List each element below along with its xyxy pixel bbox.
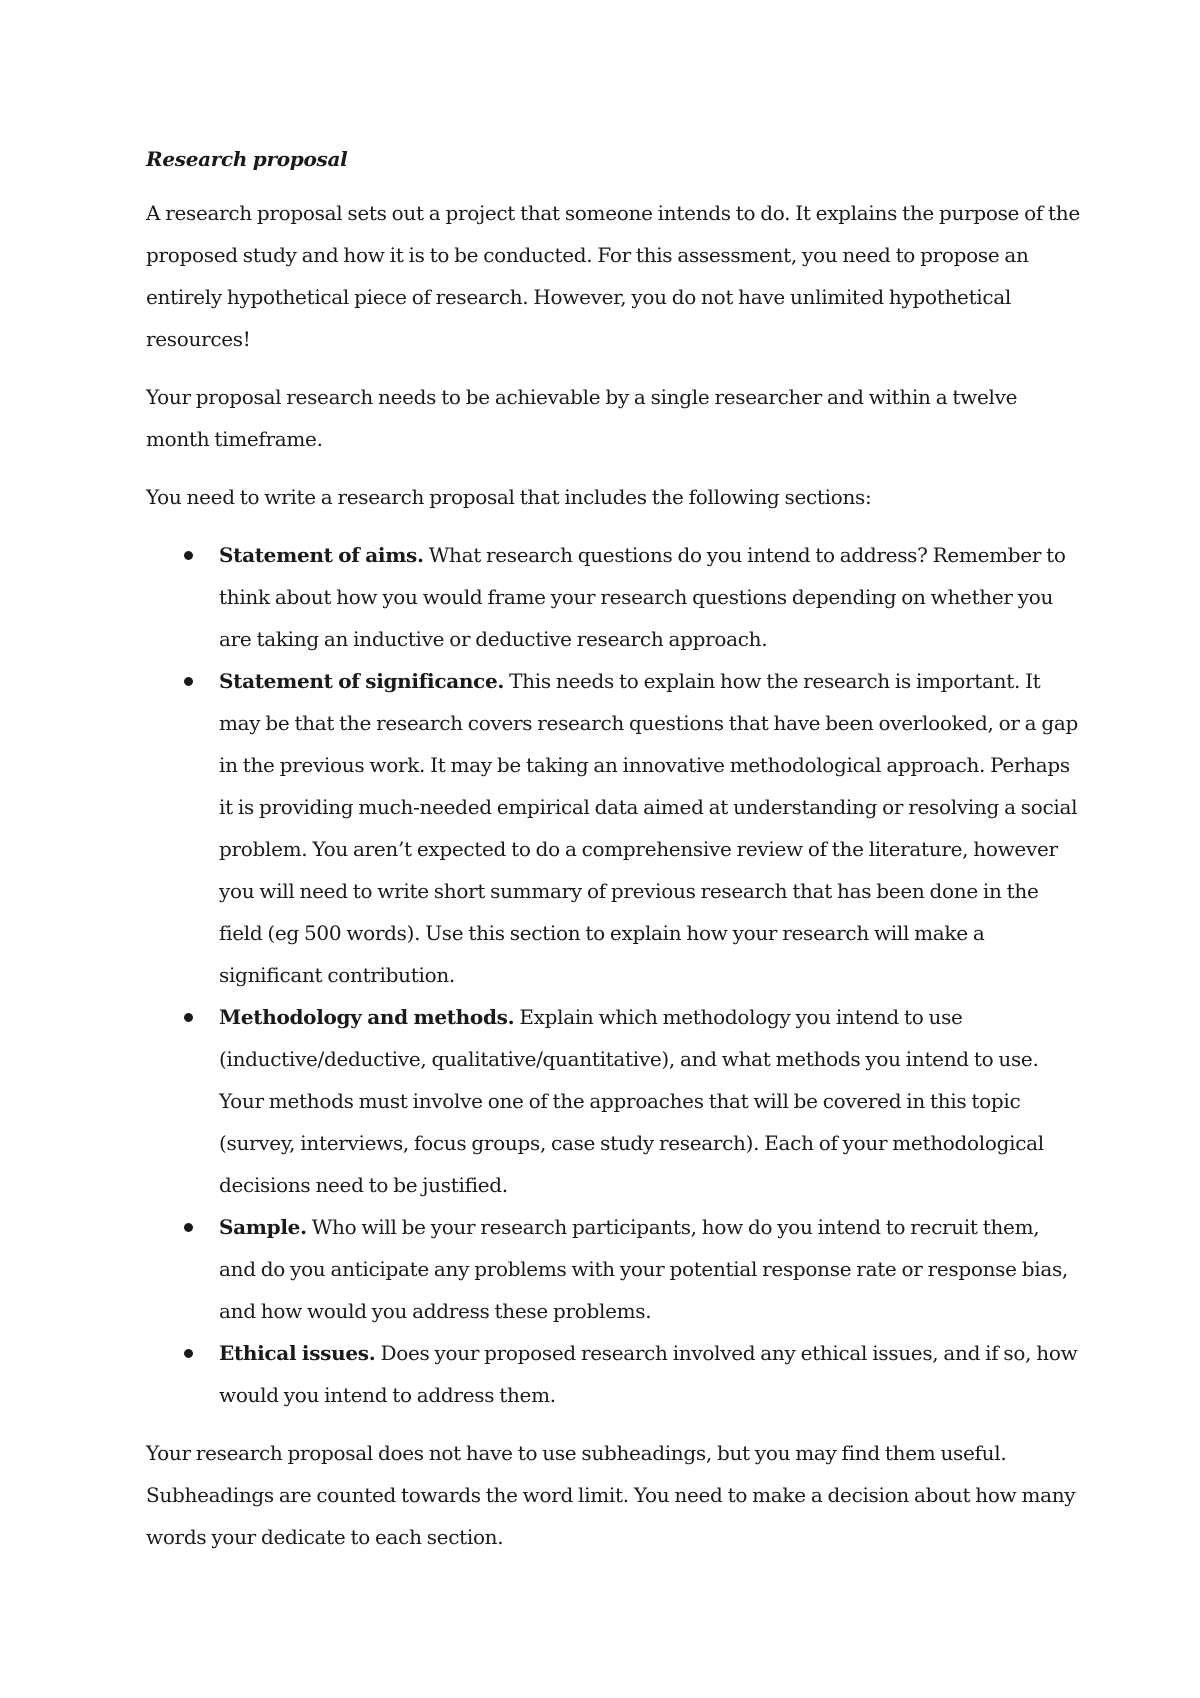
list-item-statement-of-significance bbox=[146, 660, 1081, 996]
sections-lead-paragraph: You need to write a research proposal that includes the following sections: bbox=[146, 485, 872, 509]
list-item-sample bbox=[146, 1206, 1081, 1332]
list-item-heading: Statement of aims. bbox=[219, 543, 424, 567]
list-item-text: Explain which methodology you intend to use (inductive/deductive, qualitative/quantitative), and what methods you intend to use. Your methods must involve one of the approaches that will be covered in this topic (survey, interviews, focus groups, case study research). Each of your methodological decisions need to be justified. bbox=[219, 1005, 1044, 1197]
list-item-text: Does your proposed research involved any ethical issues, and if so, how would you intend to address them. bbox=[219, 1341, 1078, 1407]
sections-list bbox=[146, 534, 1081, 1416]
list-item-heading: Methodology and methods. bbox=[219, 1005, 515, 1029]
list-item-text: This needs to explain how the research is important. It may be that the research covers research questions that have been overlooked, or a gap in the previous work. It may be taking an innovative methodological approach. Perhaps it is providing much-needed empirical data aimed at understanding or resolving a social problem. You aren’t expected to do a comprehensive review of the literature, however you will need to write short summary of previous research that has been done in the field (eg 500 words). Use this section to explain how your research will make a significant contribution. bbox=[219, 669, 1078, 987]
list-item-text: Who will be your research participants, how do you intend to recruit them, and do you anticipate any problems with your potential response rate or response bias, and how would you address these problems. bbox=[219, 1215, 1068, 1323]
closing-paragraph: Your research proposal does not have to use subheadings, but you may find them useful. Subheadings are counted towards the word limit. You need to make a decision about how many words your dedicate to each section. bbox=[146, 1441, 1076, 1549]
bullet-icon bbox=[184, 1349, 193, 1358]
scope-paragraph: Your proposal research needs to be achievable by a single researcher and within a twelve month timeframe. bbox=[146, 385, 1018, 451]
list-item-ethical-issues bbox=[146, 1332, 1081, 1416]
bullet-icon bbox=[184, 551, 193, 560]
list-item-heading: Ethical issues. bbox=[219, 1341, 376, 1365]
list-item-heading: Statement of significance. bbox=[219, 669, 505, 693]
document-body bbox=[146, 142, 1081, 1574]
document-title: Research proposal bbox=[146, 147, 348, 171]
list-item-statement-of-aims bbox=[146, 534, 1081, 660]
bullet-icon bbox=[184, 1013, 193, 1022]
intro-paragraph: A research proposal sets out a project that someone intends to do. It explains the purpose of the proposed study and how it is to be conducted. For this assessment, you need to propose an entirely hypothetical piece of research. However, you do not have unlimited hypothetical resources! bbox=[146, 201, 1080, 351]
bullet-icon bbox=[184, 677, 193, 686]
list-item-heading: Sample. bbox=[219, 1215, 307, 1239]
bullet-icon bbox=[184, 1223, 193, 1232]
list-item-text: What research questions do you intend to address? Remember to think about how you would frame your research questions depending on whether you are taking an inductive or deductive research approach. bbox=[219, 543, 1066, 651]
list-item-methodology-and-methods bbox=[146, 996, 1081, 1206]
